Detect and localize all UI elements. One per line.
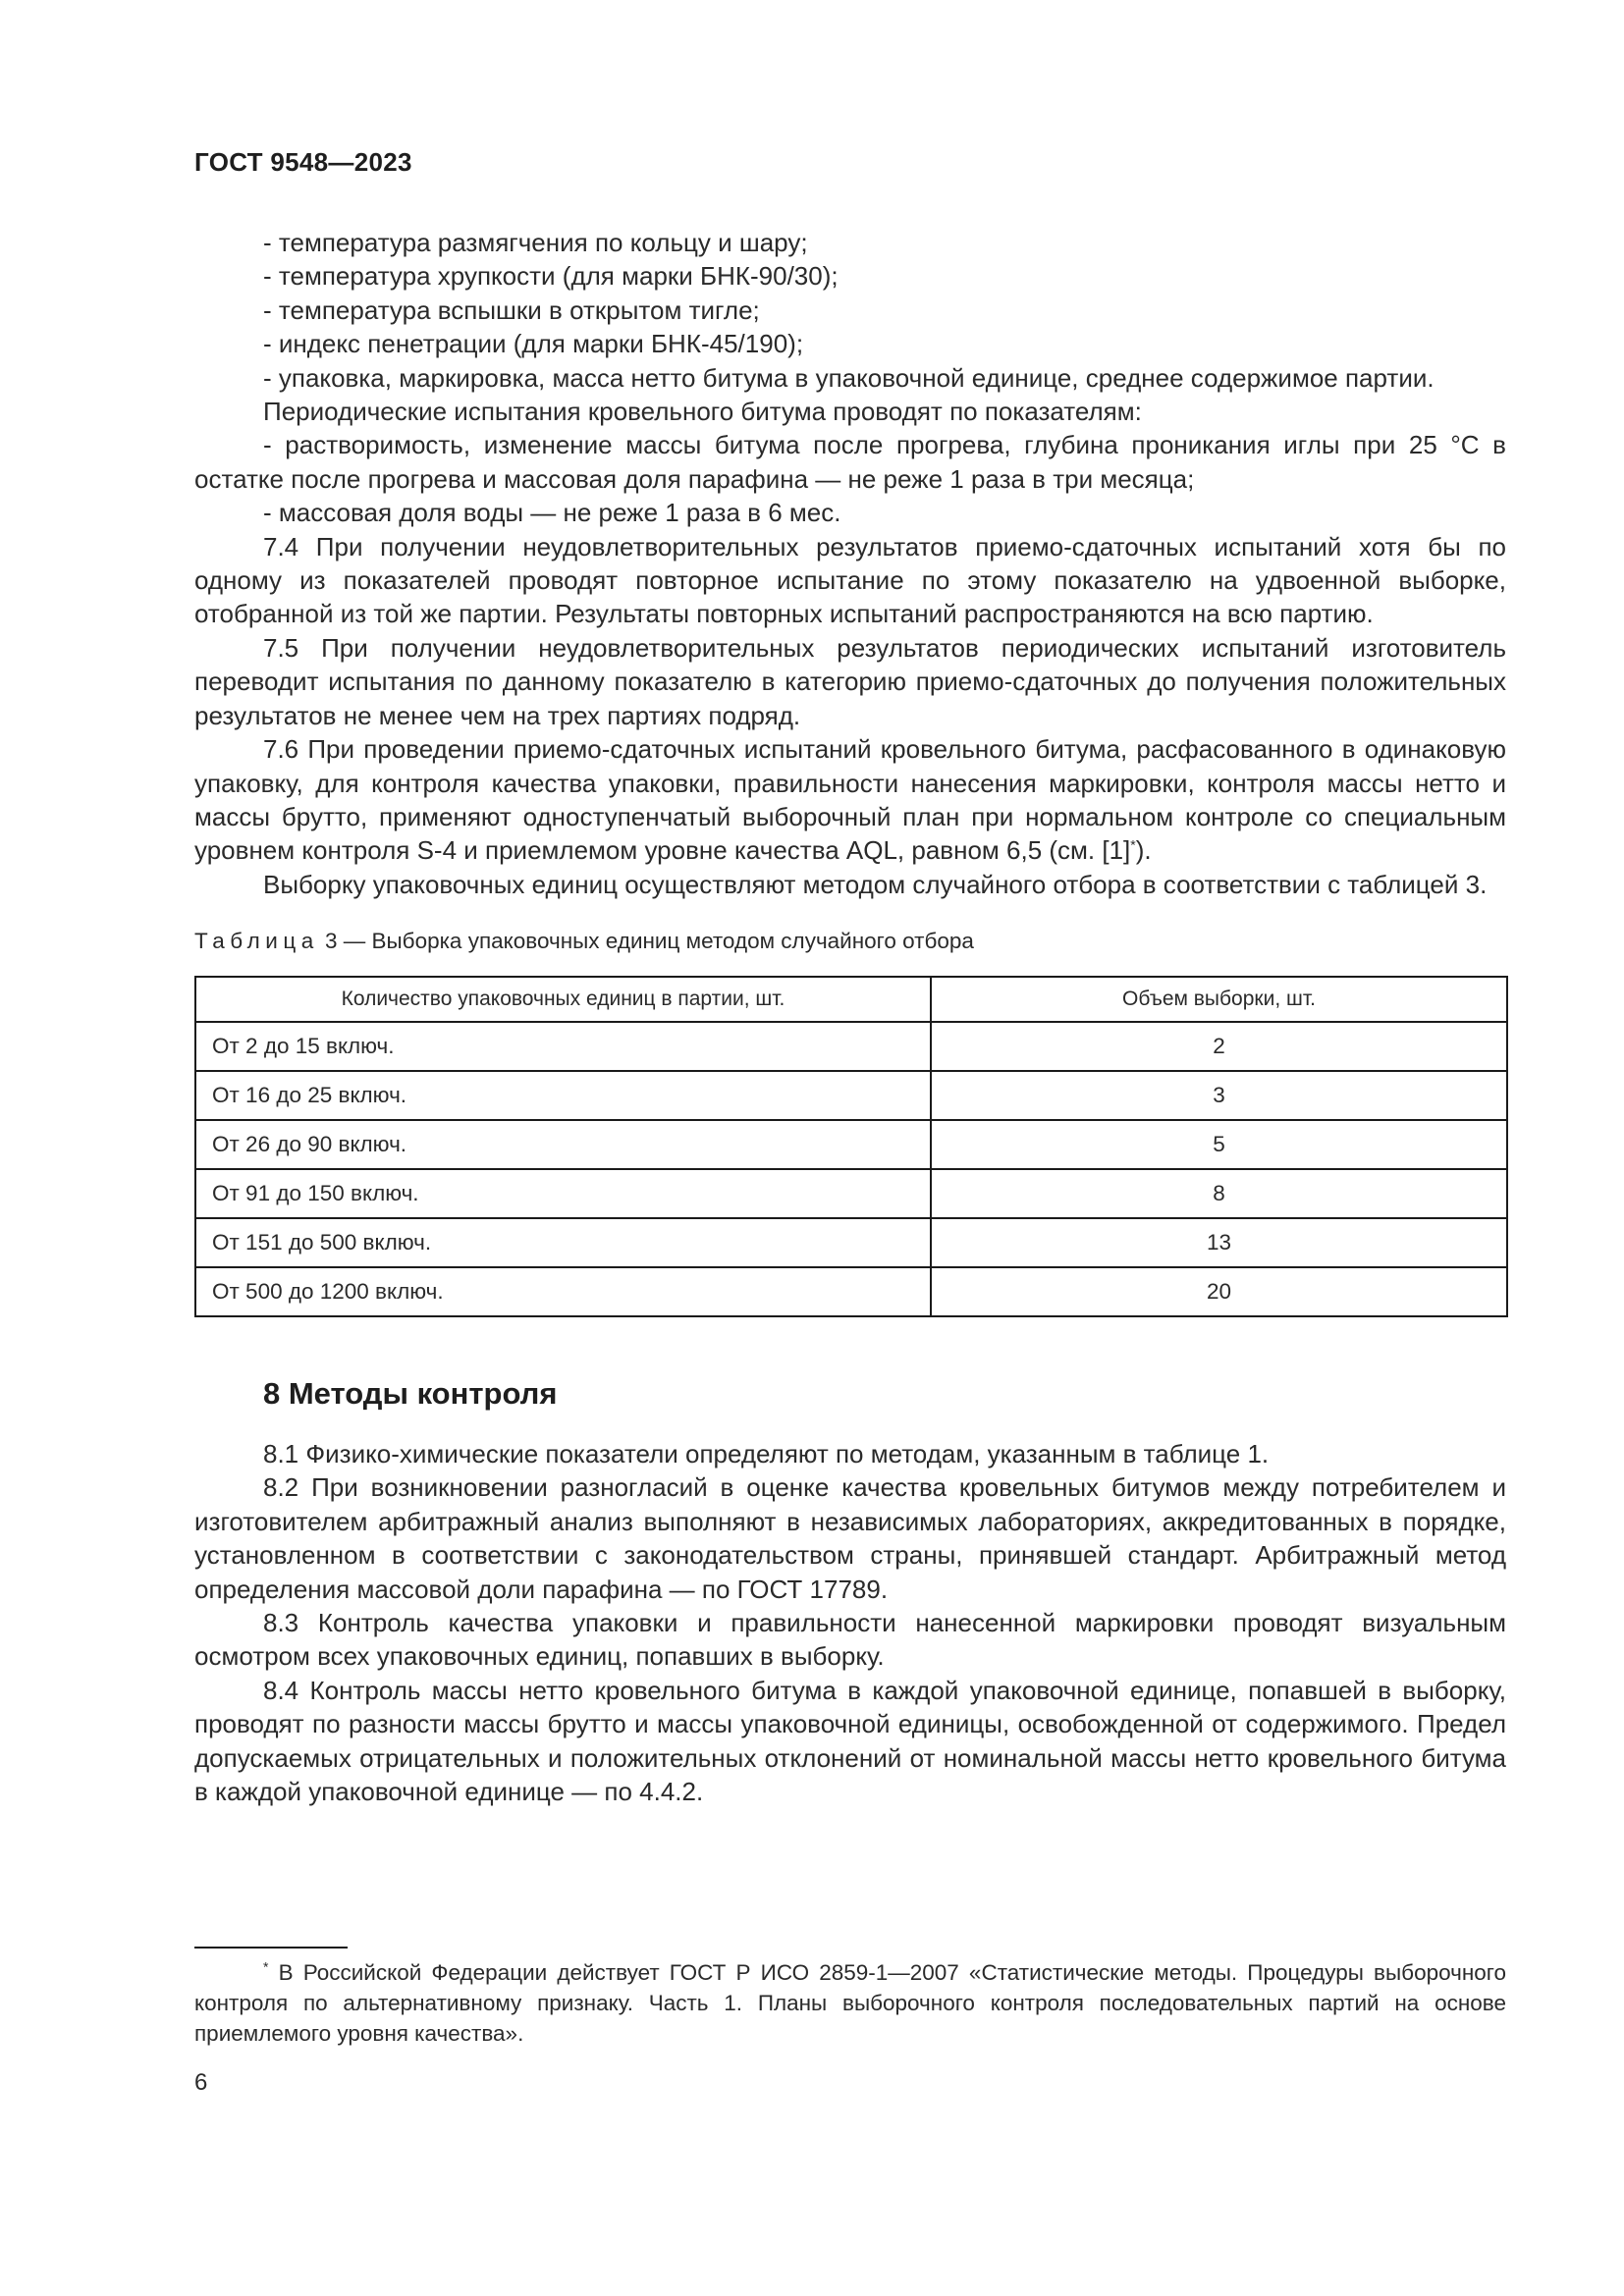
footnote-mark: * [263,1958,269,1975]
footnote-divider [194,1947,348,1949]
footnote-body: В Российской Федерации действует ГОСТ Р ИСО 2859-1—2007 «Статистические методы. Процедуры выборочного контроля по альтернативному признаку. Часть 1. Планы выборочного контроля последовательных партий на основе приемлемого уровня качества». [194,1960,1506,2046]
lot-size-cell: От 16 до 25 включ. [195,1071,931,1120]
section-8-body [194,1437,1506,1808]
clause-7-6-tail: ). [1135,835,1152,866]
table-caption-title: 3 — Выборка упаковочных единиц методом случайного отбора [318,929,974,953]
table-row [195,1120,1507,1169]
sample-size-table [194,976,1508,1317]
clause-7-4: 7.4 При получении неудовлетворительных результатов приемо-сдаточных испытаний хотя бы по одному из показателей проводят повторное испытание по этому показателю на удвоенной выборке, отобранной из той же партии. Результаты повторных испытаний распространяются на всю партию. [194,531,1506,629]
clause-7-continuation [194,226,1506,901]
intro-line: - упаковка, маркировка, масса нетто битума в упаковочной единице, среднее содержимое партии. [263,362,1435,393]
clause-8-2: 8.2 При возникновении разногласий в оценке качества кровельных битумов между потребителем и изготовителем арбитражный анализ выполняют в независимых лабораториях, аккредитованных в порядке, установленном в соответствии с законодательством страны, принявшей стандарт. Арбитражный метод определения массовой доли парафина — по ГОСТ 17789. [194,1472,1506,1604]
table-row [195,1022,1507,1071]
header-sample-size: Объем выборки, шт. [931,977,1507,1022]
clause-8-4: 8.4 Контроль массы нетто кровельного битума в каждой упаковочной единице, попавшей в выборку, проводят по разности массы брутто и массы упаковочной единицы, освобожденной от содержимого. Предел допускаемых отрицательных и положительных отклонений от номинальной массы нетто кровельного битума в каждой упаковочной единице — по 4.4.2. [194,1675,1506,1807]
sample-size-cell: 2 [931,1022,1507,1071]
lot-size-cell: От 151 до 500 включ. [195,1218,931,1267]
intro-line: - температура хрупкости (для марки БНК-90/30); [263,261,839,292]
lot-size-cell: От 26 до 90 включ. [195,1120,931,1169]
clause-7-6-sampling: Выборку упаковочных единиц осуществляют методом случайного отбора в соответствии с таблицей 3. [263,869,1488,899]
table-row [195,1169,1507,1218]
intro-line: - растворимость, изменение массы битума после прогрева, глубина проникания иглы при 25 °С в остатке после прогрева и массовая доля парафина — не реже 1 раза в три месяца; [194,430,1506,494]
section-heading: 8 Методы контроля [263,1376,558,1411]
table-row [195,1071,1507,1120]
lot-size-cell: От 2 до 15 включ. [195,1022,931,1071]
intro-line: - температура вспышки в открытом тигле; [263,294,760,325]
intro-line: - температура размягчения по кольцу и шару; [263,228,808,257]
table-row [195,1218,1507,1267]
sample-size-cell: 8 [931,1169,1507,1218]
table-header-row [195,977,1507,1022]
clause-7-6-text: 7.6 При проведении приемо-сдаточных испытаний кровельного битума, расфасованного в одинаковую упаковку, для контроля качества упаковки, правильности нанесения маркировки, контроля массы нетто и массы брутто, применяют одноступенчатый выборочный план при нормальном контроле со специальным уровнем контроля S-4 и приемлемом уровне качества AQL, равном 6,5 (см. [1] [194,734,1506,866]
intro-line: Периодические испытания кровельного битума проводят по показателям: [263,397,1142,427]
document-header: ГОСТ 9548—2023 [194,147,412,177]
sample-size-cell: 13 [931,1218,1507,1267]
sample-size-cell: 3 [931,1071,1507,1120]
lot-size-cell: От 500 до 1200 включ. [195,1267,931,1316]
sample-size-cell: 20 [931,1267,1507,1316]
intro-line: - массовая доля воды — не реже 1 раза в 6 мес. [263,498,841,528]
footnote-text [194,1957,1506,2049]
table-caption-word: Таблица [194,929,319,953]
footnote [194,1957,1506,2049]
clause-8-3: 8.3 Контроль качества упаковки и правильности нанесенной маркировки проводят визуальным осмотром всех упаковочных единиц, попавших в выборку. [194,1608,1506,1672]
footnote-reference: * [1130,836,1136,853]
clause-7-5: 7.5 При получении неудовлетворительных результатов периодических испытаний изготовитель переводит испытания по данному показателю в категорию приемо-сдаточных до получения положительных результатов не менее чем на трех партиях подряд. [194,632,1506,730]
lot-size-cell: От 91 до 150 включ. [195,1169,931,1218]
sample-size-cell: 5 [931,1120,1507,1169]
table-caption [194,929,974,954]
clause-8-1: 8.1 Физико-химические показатели определяют по методам, указанным в таблице 1. [263,1439,1270,1468]
clause-7-6 [194,732,1506,868]
table-row [195,1267,1507,1316]
page-number: 6 [194,2069,208,2096]
intro-line: - индекс пенетрации (для марки БНК-45/190); [263,329,804,359]
header-lot-size: Количество упаковочных единиц в партии, шт. [195,977,931,1022]
